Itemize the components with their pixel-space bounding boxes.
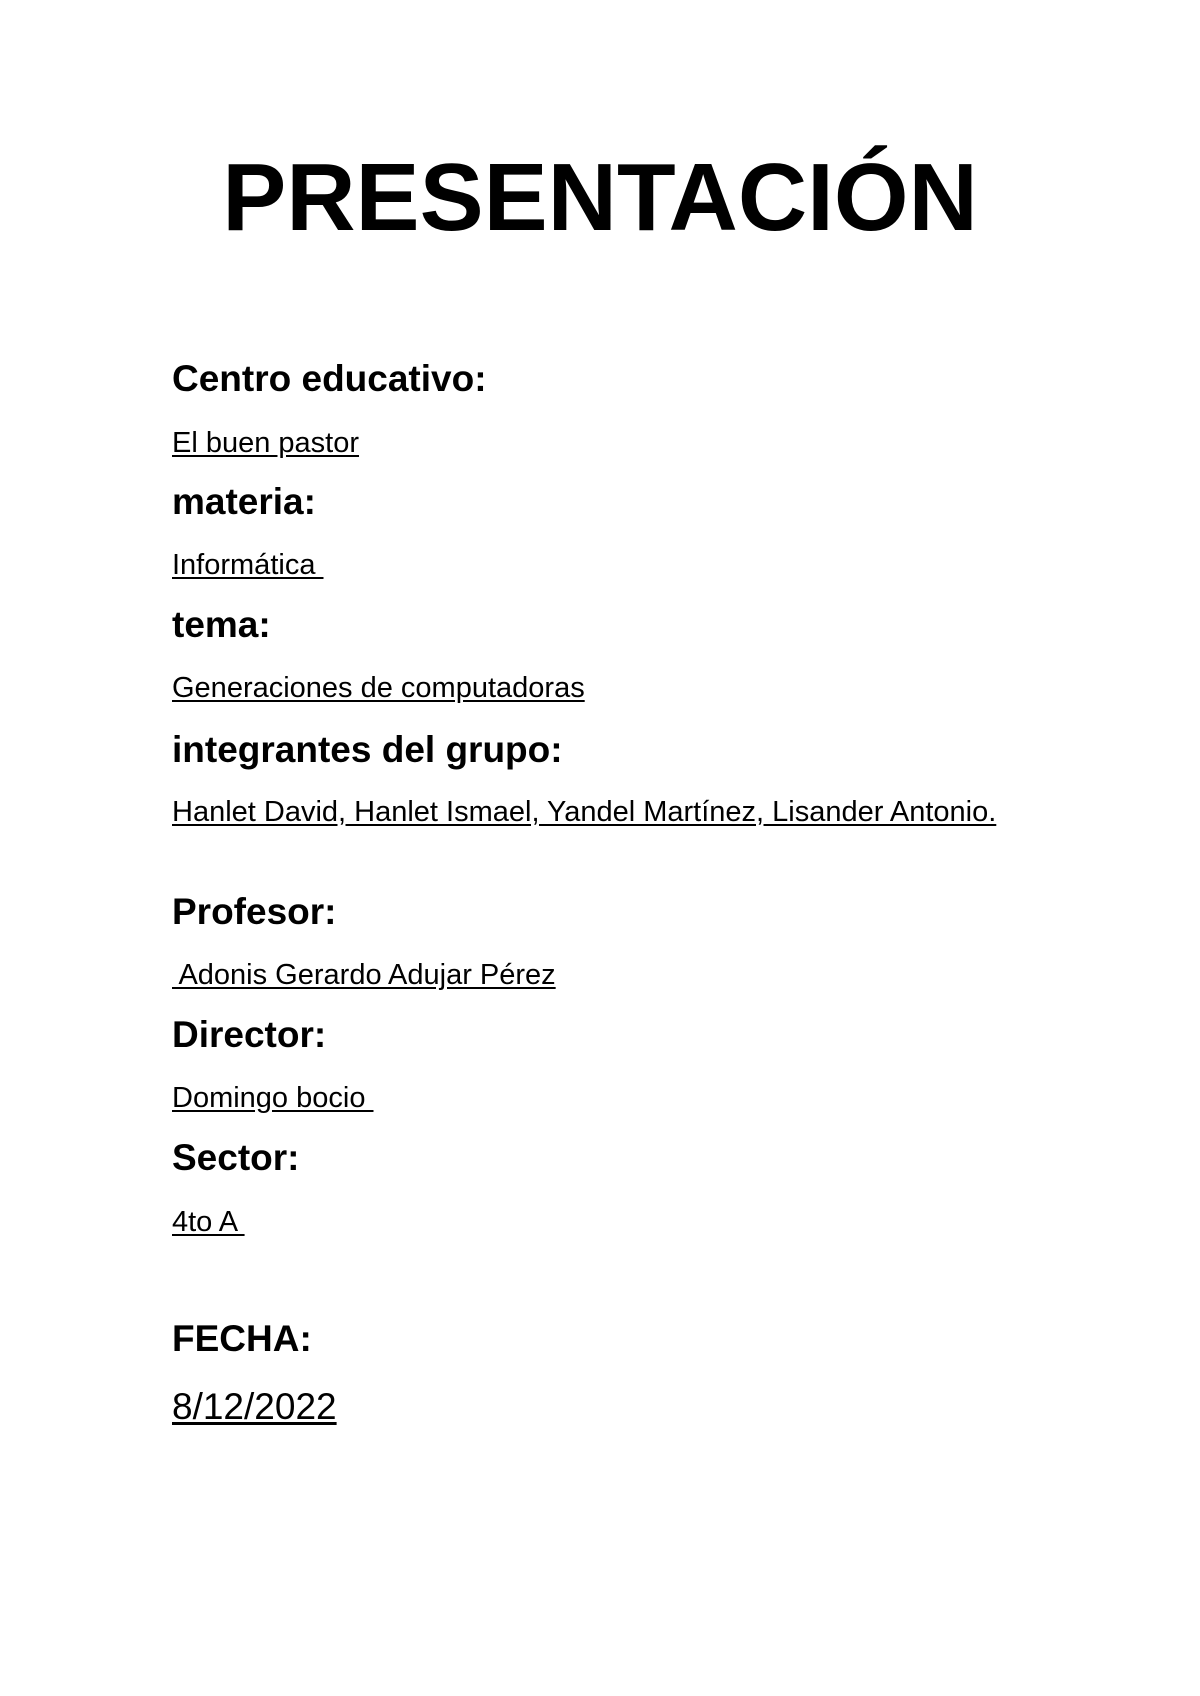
value-centro-educativo: El buen pastor	[172, 427, 360, 459]
label-centro-educativo: Centro educativo:	[172, 358, 487, 399]
label-sector: Sector:	[172, 1137, 300, 1178]
label-tema: tema:	[172, 604, 271, 645]
value-sector: 4to A	[172, 1206, 245, 1238]
label-integrantes: integrantes del grupo:	[172, 729, 563, 770]
label-materia: materia:	[172, 481, 316, 522]
value-profesor: Adonis Gerardo Adujar Pérez	[172, 959, 556, 991]
label-fecha: FECHA:	[172, 1318, 312, 1359]
label-director: Director:	[172, 1014, 327, 1055]
page-title: PRESENTACIÓN	[222, 144, 978, 251]
value-materia: Informática	[172, 549, 324, 581]
value-director: Domingo bocio	[172, 1082, 374, 1114]
value-integrantes: Hanlet David, Hanlet Ismael, Yandel Martínez, Lisander Antonio.	[172, 796, 997, 828]
label-profesor: Profesor:	[172, 891, 337, 932]
value-fecha: 8/12/2022	[172, 1386, 337, 1427]
value-tema: Generaciones de computadoras	[172, 672, 585, 704]
